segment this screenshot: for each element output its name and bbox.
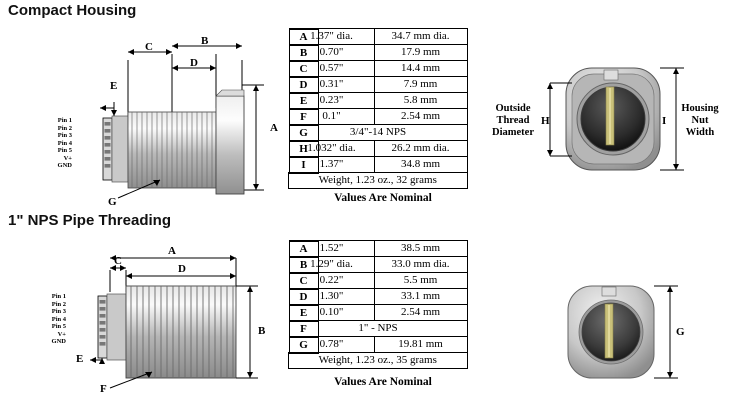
- section-title-nps-pipe-threading: 1" NPS Pipe Threading: [8, 212, 171, 229]
- pin-label: Pin 5: [57, 147, 72, 154]
- pin-label: Pin 1: [51, 293, 66, 300]
- dim-label-i-1: I: [662, 115, 667, 127]
- compact-housing-spec-table: [288, 28, 468, 189]
- row-label: B: [289, 257, 319, 274]
- values-nominal-note-1: Values Are Nominal: [334, 192, 432, 204]
- row-value-in: 0.78": [289, 337, 374, 353]
- row-label: A: [289, 241, 319, 258]
- table-row: [289, 141, 468, 157]
- table-row: [289, 257, 468, 273]
- table-row: [289, 125, 468, 141]
- table-row: [289, 93, 468, 109]
- row-value-in: 0.70": [289, 45, 374, 61]
- table-row: [289, 157, 468, 173]
- pin-label: Pin 2: [57, 124, 72, 132]
- table-row: [289, 289, 468, 305]
- pin-label: Pin 3: [57, 132, 72, 139]
- row-value-mm: 7.9 mm: [374, 77, 467, 93]
- dim-label-e-1: E: [110, 80, 118, 92]
- dim-label-d-2: D: [178, 263, 186, 275]
- table-row: [289, 337, 468, 353]
- pin-label-group-2: [40, 293, 66, 346]
- table-row: [289, 109, 468, 125]
- table-row: [289, 305, 468, 321]
- table-row: [289, 77, 468, 93]
- row-label: A: [289, 29, 319, 46]
- dim-label-g-2: G: [676, 326, 685, 338]
- row-label: D: [289, 77, 319, 94]
- row-weight: Weight, 1.23 oz., 35 grams: [289, 353, 468, 369]
- row-value-in: 0.23": [289, 93, 374, 109]
- dim-label-a-1: A: [270, 122, 278, 134]
- dim-label-g-1: G: [108, 196, 117, 208]
- table-row: [289, 321, 468, 337]
- table-row: [289, 29, 468, 45]
- row-value-in: 1.032" dia.: [289, 141, 374, 157]
- row-label: G: [289, 337, 319, 354]
- row-label: H: [289, 141, 319, 158]
- label-line-3: Diameter: [492, 127, 534, 138]
- label-line-2: Nut: [691, 115, 709, 126]
- dim-label-b-2: B: [258, 325, 266, 337]
- pin-label: V+: [57, 330, 66, 338]
- row-label: G: [289, 125, 319, 142]
- pin-label: Pin 4: [57, 139, 72, 147]
- label-line-1: Outside: [495, 103, 531, 114]
- pin-label: GND: [51, 338, 66, 345]
- dim-label-a-2: A: [168, 245, 176, 257]
- row-label: F: [289, 321, 319, 338]
- pin-label: GND: [57, 162, 72, 169]
- row-value-in: 0.22": [289, 273, 374, 289]
- pin-label: Pin 1: [57, 117, 72, 124]
- section-title-compact-housing: Compact Housing: [8, 2, 137, 19]
- row-value-mm: 26.2 mm dia.: [374, 141, 467, 157]
- dim-label-h-1: H: [541, 115, 550, 127]
- row-value-mm: 17.9 mm: [374, 45, 467, 61]
- row-value-in: 0.1": [289, 109, 374, 125]
- label-line-2: Thread: [496, 115, 530, 126]
- row-value-mm: 38.5 mm: [374, 241, 467, 257]
- row-value-mm: 2.54 mm: [374, 109, 467, 125]
- pin-label: Pin 3: [51, 308, 66, 315]
- row-label: E: [289, 305, 319, 322]
- row-label: C: [289, 273, 319, 290]
- nps-pipe-side-drawing: [40, 240, 285, 400]
- row-value-mm: 2.54 mm: [374, 305, 467, 321]
- row-label: D: [289, 289, 319, 306]
- row-label: F: [289, 109, 319, 126]
- dim-label-e-2: E: [76, 353, 84, 365]
- row-value-in: 0.57": [289, 61, 374, 77]
- row-value-mm: 5.5 mm: [374, 273, 467, 289]
- pin-label: V+: [63, 154, 72, 162]
- row-value-in: 1.30": [289, 289, 374, 305]
- row-value-mm: 34.8 mm: [374, 157, 467, 173]
- nps-pipe-end-view: [520, 278, 720, 388]
- compact-housing-side-drawing: [40, 30, 285, 200]
- dim-label-b-1: B: [201, 35, 209, 47]
- row-value-mm: 19.81 mm: [374, 337, 467, 353]
- nps-pipe-spec-table: [288, 240, 468, 369]
- row-value-in: 1.29" dia.: [289, 257, 374, 273]
- table-row: [289, 353, 468, 369]
- outside-thread-diameter-label: [481, 103, 545, 139]
- row-value-in: 1.37" dia.: [289, 29, 374, 45]
- table-row: [289, 273, 468, 289]
- housing-nut-width-label: [671, 103, 729, 139]
- row-value-mm: 5.8 mm: [374, 93, 467, 109]
- dim-label-c-2: C: [114, 255, 122, 267]
- row-label: E: [289, 93, 319, 110]
- label-line-3: Width: [685, 127, 715, 138]
- row-value-span: 3/4"-14 NPS: [289, 125, 467, 141]
- row-value-mm: 14.4 mm: [374, 61, 467, 77]
- row-label: I: [289, 157, 319, 174]
- pin-label: Pin 5: [51, 323, 66, 330]
- row-value-mm: 34.7 mm dia.: [374, 29, 467, 45]
- dim-label-c-1: C: [145, 41, 153, 53]
- table-row: [289, 45, 468, 61]
- row-value-in: 0.10": [289, 305, 374, 321]
- row-value-in: 0.31": [289, 77, 374, 93]
- row-value-in: 1.37": [289, 157, 374, 173]
- row-weight: Weight, 1.23 oz., 32 grams: [289, 173, 468, 189]
- table-row: [289, 173, 468, 189]
- values-nominal-note-2: Values Are Nominal: [334, 376, 432, 388]
- label-line-1: Housing: [681, 103, 719, 114]
- table-row: [289, 241, 468, 257]
- table-row: [289, 61, 468, 77]
- dim-label-d-1: D: [190, 57, 198, 69]
- dim-label-f-2: F: [100, 383, 107, 395]
- pin-label: Pin 2: [51, 300, 66, 308]
- row-label: C: [289, 61, 319, 78]
- row-value-in: 1.52": [289, 241, 374, 257]
- row-label: B: [289, 45, 319, 62]
- pin-label-group-1: [46, 117, 72, 170]
- pin-label: Pin 4: [51, 315, 66, 323]
- row-value-mm: 33.1 mm: [374, 289, 467, 305]
- row-value-span: 1" - NPS: [289, 321, 467, 337]
- row-value-mm: 33.0 mm dia.: [374, 257, 467, 273]
